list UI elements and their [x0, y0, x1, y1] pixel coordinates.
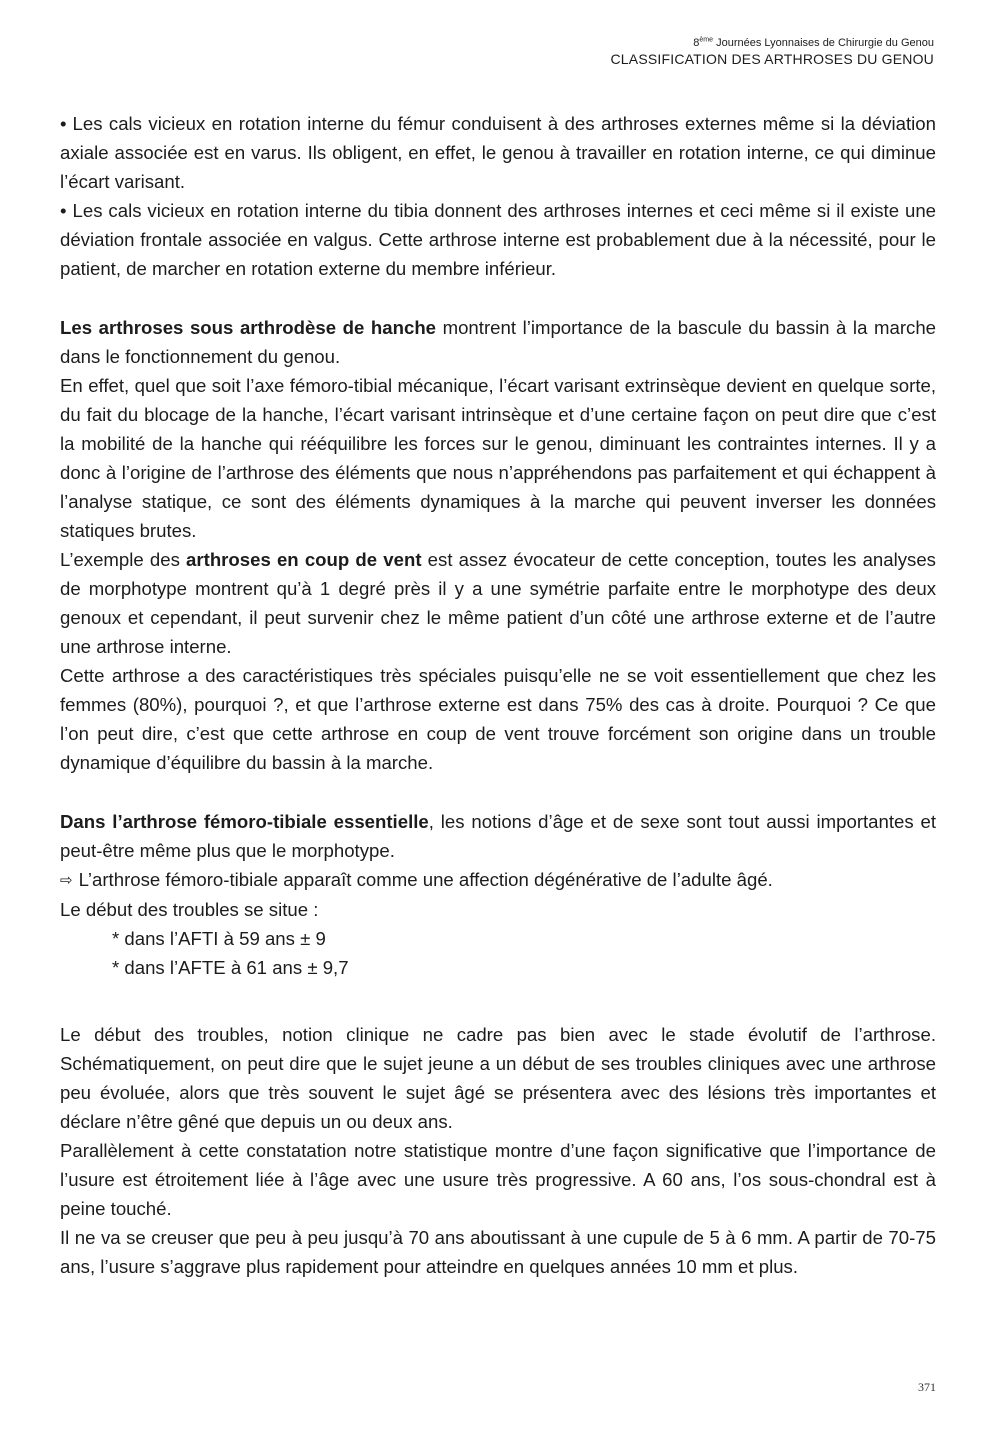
windswept-text: est assez évocateur de cette conception, toutes les analyses de morphotype montrent qu’à 1 degré près il y a une symétrie parfaite entre le morphotype des deux genoux et cependant, il peut survenir chez le même patient d’un côté une arthrose externe et de l’autre une arthrose interne. [60, 549, 936, 657]
onset-intro: Le début des troubles se situe : [60, 899, 319, 920]
bullet-text: Les cals vicieux en rotation interne du tibia donnent des arthroses internes et ceci même si il existe une déviation frontale associée en valgus. Cette arthrose interne est probablement due à la nécessité, pour le patient, de marcher en rotation externe du membre inférieur. [60, 200, 936, 279]
onset-discussion-paragraph: Le début des troubles, notion clinique ne cadre pas bien avec le stade évolutif de l’arthrose. Schématiquement, on peut dire que le sujet jeune a un début de ses troubles cliniques avec une arthrose peu évoluée, alors que très souvent le sujet âgé se présentera avec des lésions très importantes et déclare n’être gêné que depuis un ou deux ans. [60, 1024, 936, 1132]
hip-arthrodesis-paragraph [60, 313, 936, 371]
bullet-paragraph-femur [60, 109, 936, 196]
running-header [611, 37, 935, 68]
onset-afti: * dans l’AFTI à 59 ans ± 9 [112, 928, 326, 949]
journal-title: Journées Lyonnaises de Chirurgie du Genou [713, 37, 934, 49]
journal-ordinal: 8 [693, 37, 700, 49]
wear-statistics-paragraph: Parallèlement à cette constatation notre statistique montre d’une façon significative que l’importance de l’usure est étroitement liée à l’âge avec une usure très progressive. A 60 ans, l’os sous-chondral est à peine touché. [60, 1140, 936, 1219]
arrow-right-icon: ⇨ [60, 872, 73, 889]
journal-ordinal-suffix: ème [699, 36, 714, 44]
bullet-icon: • [60, 113, 67, 134]
windswept-paragraph [60, 545, 936, 661]
paragraph-spacer [60, 982, 936, 1020]
bullet-icon: • [60, 200, 67, 221]
essential-arthrosis-paragraph [60, 807, 936, 865]
onset-afte: * dans l’AFTE à 61 ans ± 9,7 [112, 957, 349, 978]
essential-arthrosis-heading: Dans l’arthrose fémoro-tibiale essentielle [60, 811, 429, 832]
bullet-paragraph-tibia [60, 196, 936, 283]
body-text [60, 109, 936, 1281]
hip-arthrodesis-text: montrent l’importance de la bascule du bassin à la marche dans le fonctionnement du genou. [60, 317, 936, 367]
windswept-heading: arthroses en coup de vent [186, 549, 422, 570]
bullet-text: Les cals vicieux en rotation interne du fémur conduisent à des arthroses externes même si la déviation axiale associée est en varus. Ils obligent, en effet, le genou à travailler en rotation interne, ce qui diminue l’écart varisant. [60, 113, 936, 192]
windswept-lead: L’exemple des [60, 549, 187, 570]
arrow-statement [60, 865, 936, 895]
arrow-statement-text: L’arthrose fémoro-tibiale apparaît comme une affection dégénérative de l’adulte âgé. [78, 869, 773, 890]
hip-arthrodesis-heading: Les arthroses sous arthrodèse de hanche [60, 317, 437, 338]
paragraph-spacer [60, 283, 936, 313]
wear-progression-paragraph: Il ne va se creuser que peu à peu jusqu’à 70 ans aboutissant à une cupule de 5 à 6 mm. A partir de 70-75 ans, l’usure s’aggrave plus rapidement pour atteindre en quelques années 10 mm et plus. [60, 1227, 936, 1277]
section-title: CLASSIFICATION DES ARTHROSES DU GENOU [610, 50, 934, 67]
page-number: 371 [918, 1380, 936, 1394]
journal-title-line [611, 37, 935, 51]
essential-arthrosis-text: , les notions d’âge et de sexe sont tout aussi importantes et peut-être même plus que le morphotype. [60, 811, 936, 861]
hip-arthrodesis-paragraph-2: En effet, quel que soit l’axe fémoro-tibial mécanique, l’écart varisant extrinsèque devient en quelque sorte, du fait du blocage de la hanche, l’écart varisant intrinsèque et d’une certaine façon on peut dire que c’est la mobilité de la hanche qui rééquilibre les forces sur le genou, diminuant les contraintes internes. Il y a donc à l’origine de l’arthrose des éléments que nous n’appréhendons pas parfaitement et qui échappent à l’analyse statique, ce sont des éléments dynamiques à la marche qui peuvent inverser les données statiques brutes. [60, 375, 936, 541]
paragraph-spacer [60, 777, 936, 807]
windswept-paragraph-2: Cette arthrose a des caractéristiques très spéciales puisqu’elle ne se voit essentiellement que chez les femmes (80%), pourquoi ?, et que l’arthrose externe est dans 75% des cas à droite. Pourquoi ? Ce que l’on peut dire, c’est que cette arthrose en coup de vent trouve forcément son origine dans un trouble dynamique d’équilibre du bassin à la marche. [60, 665, 936, 773]
